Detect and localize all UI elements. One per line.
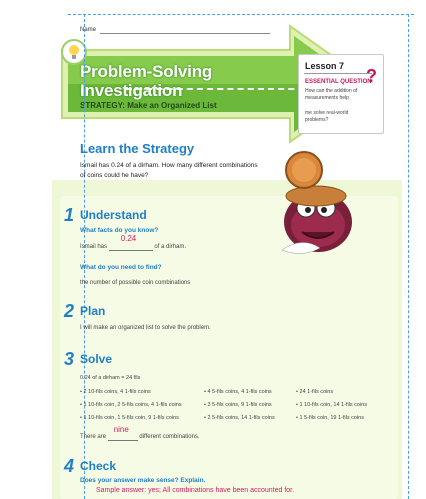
combo-cell: 2 10-fils coins, 4 1-fils coins — [83, 389, 151, 395]
fact-answer: 0.24 — [120, 234, 137, 243]
solve-heading: Solve — [80, 352, 113, 366]
name-label: Name — [80, 27, 97, 33]
lesson-number: Lesson 7 — [305, 61, 345, 71]
understand-question-2: What do you need to find? — [80, 264, 162, 271]
combo-cell: 24 1-fils coins — [299, 389, 334, 395]
combo-cell: 4 5-fils coins, 4 1-fils coins — [207, 389, 272, 395]
solve-intro: 0.24 of a dirham = 24 fils — [80, 375, 141, 381]
solve-row-2: • 1 10-fils coin, 2 5-fils coins, 4 1-fils coins • 3 5-fils coins, 9 1-fils coins • 1 10-fils coin, 14 1-fils coins — [80, 402, 368, 408]
combo-cell: 1 10-fils coin, 2 5-fils coins, 4 1-fils coins — [83, 402, 182, 408]
combo-cell: 1 5-fils coin, 19 1-fils coins — [299, 415, 364, 421]
name-field[interactable] — [100, 33, 270, 34]
guide-line-right — [408, 14, 409, 499]
essential-question-text: How can the addition of measurements help — [305, 88, 358, 101]
page-title-line2: Investigation — [80, 81, 183, 100]
solve-result-line — [80, 425, 200, 441]
result-suffix: different combinations. — [139, 434, 200, 440]
step-number-2: 2 — [64, 301, 75, 321]
check-question: Does your answer make sense? Explain. — [80, 477, 206, 484]
lesson-divider — [304, 73, 372, 74]
cartoon-character-illustration — [262, 150, 362, 260]
result-prefix: There are — [80, 434, 107, 440]
essential-question-text-2: me solve real-world problems? — [305, 110, 349, 123]
combo-cell: 1 10-fils coin, 1 5-fils coin, 9 1-fils coins — [83, 415, 179, 421]
result-answer-blank[interactable] — [108, 425, 138, 441]
strategy-subtitle: STRATEGY: Make an Organized List — [80, 101, 217, 110]
understand-fact-line — [80, 234, 187, 251]
check-answer: Sample answer: yes; All combinations have been accounted for. — [96, 487, 295, 494]
step-number-1: 1 — [64, 205, 75, 225]
plan-heading: Plan — [80, 304, 106, 318]
understand-need-answer: the number of possible coin combinations — [80, 280, 191, 286]
fact-prefix: Ismail has — [80, 244, 108, 250]
essential-question-heading: ESSENTIAL QUESTION — [305, 79, 372, 85]
guide-line-top — [68, 14, 414, 15]
understand-heading: Understand — [80, 208, 147, 222]
learn-problem-text: Ismail has 0.24 of a dirham. How many different combinations of coins could he have? — [80, 162, 258, 179]
combo-cell: 2 5-fils coins, 14 1-fils coins — [207, 415, 275, 421]
understand-question-1: What facts do you know? — [80, 227, 159, 234]
page-title — [80, 62, 212, 100]
check-heading: Check — [80, 459, 117, 473]
result-answer: nine — [113, 425, 129, 434]
question-mark-icon: ? — [366, 66, 377, 86]
page-title-line1: Problem-Solving — [80, 62, 213, 81]
step-number-4: 4 — [64, 456, 75, 476]
solve-row-1: • 2 10-fils coins, 4 1-fils coins • 4 5-fils coins, 4 1-fils coins • 24 1-fils coins — [80, 389, 334, 395]
step-number-3: 3 — [64, 349, 75, 369]
guide-line-vertical — [84, 14, 85, 499]
plan-text: I will make an organized list to solve the problem. — [80, 325, 211, 331]
fact-suffix: of a dirham. — [154, 244, 187, 250]
fact-answer-blank[interactable] — [109, 234, 153, 251]
learn-heading: Learn the Strategy — [80, 141, 195, 156]
combo-cell: 3 5-fils coins, 9 1-fils coins — [207, 402, 272, 408]
solve-row-3: • 1 10-fils coin, 1 5-fils coin, 9 1-fils coins • 2 5-fils coins, 14 1-fils coins • 1 5-fils coin, 19 1-fils coins — [80, 415, 364, 421]
combo-cell: 1 10-fils coin, 14 1-fils coins — [299, 402, 368, 408]
